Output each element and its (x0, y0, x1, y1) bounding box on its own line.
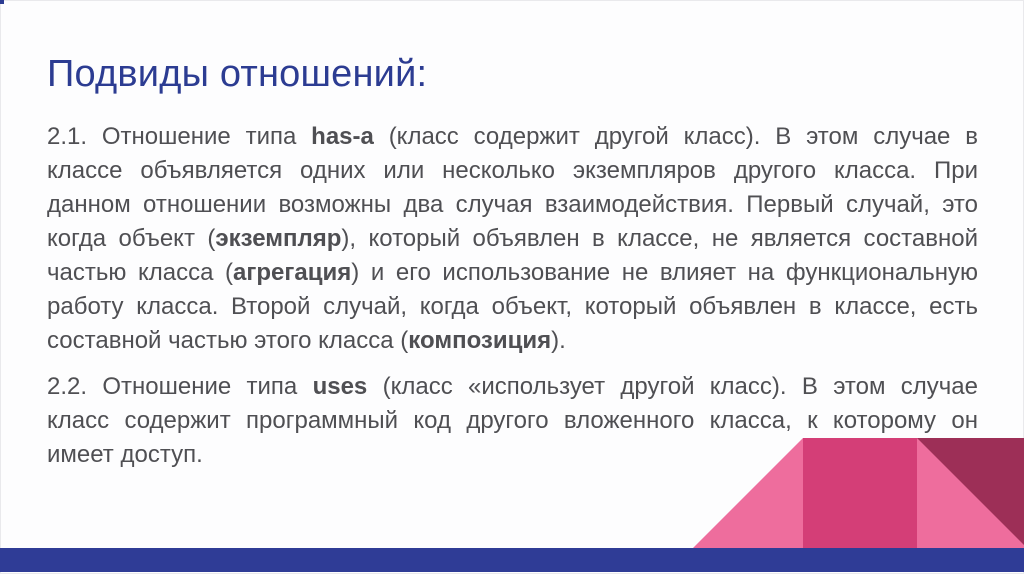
text-line: класс содержит программный код другого вложенного класса, к которому он (47, 407, 978, 434)
text-line: работу класса. Второй случай, когда объект, который объявлен в классе, есть (47, 293, 978, 320)
body-text (47, 120, 978, 472)
text-line: классе объявляется одних или несколько экземпляров другого класса. При (47, 157, 978, 184)
paragraph (47, 120, 978, 358)
corner-mark (0, 0, 4, 4)
text-line: 2.1. Отношение типа has-a (класс содержит другой класс). В этом случае в (47, 123, 978, 150)
decor-bottom-bar (0, 548, 1024, 572)
text-line: частью класса (агрегация) и его использование не влияет на функциональную (47, 259, 978, 286)
text-line: составной частью этого класса (композиция). (47, 327, 566, 354)
text-line: 2.2. Отношение типа uses (класс «использует другой класс). В этом случае (47, 373, 978, 400)
text-line: когда объект (экземпляр), который объявлен в классе, не является составной (47, 225, 978, 252)
slide-title: Подвиды отношений: (47, 53, 428, 95)
text-line: имеет доступ. (47, 441, 203, 468)
paragraph (47, 370, 978, 472)
text-line: данном отношении возможны два случая взаимодействия. Первый случай, это (47, 191, 978, 218)
